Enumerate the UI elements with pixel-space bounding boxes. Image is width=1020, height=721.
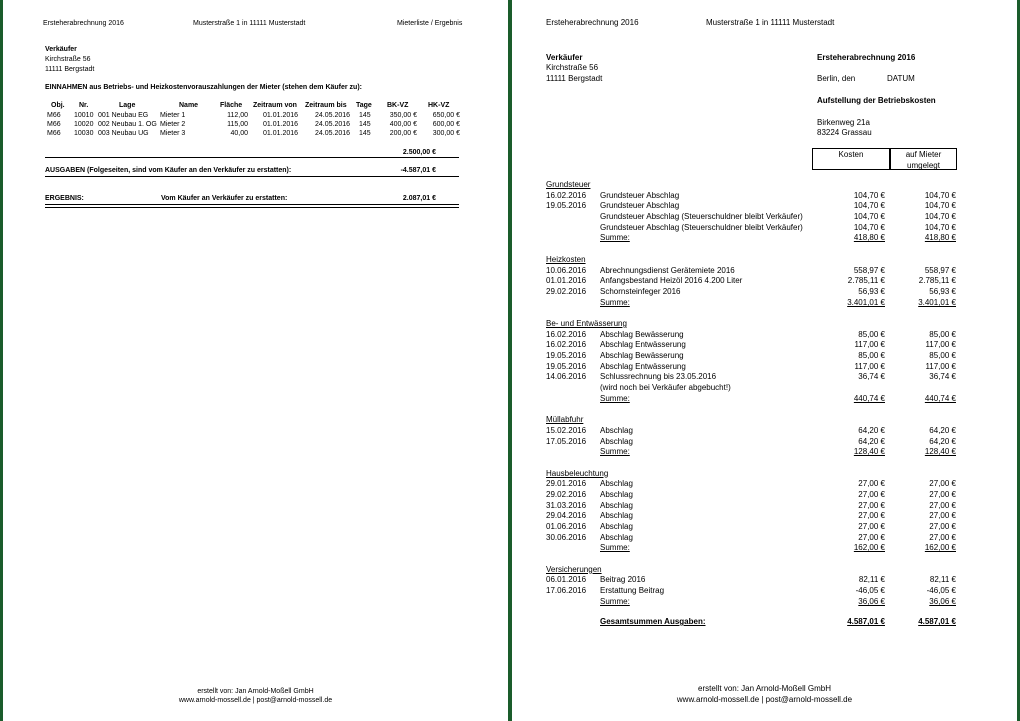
sum-label: Summe: xyxy=(600,596,630,606)
cell-name: Mieter 1 xyxy=(160,112,186,119)
row-cost: 27,00 € xyxy=(858,479,885,489)
cost-sections xyxy=(546,180,958,618)
row-description: Schornsteinfeger 2016 xyxy=(600,286,681,296)
col-von: Zeitraum von xyxy=(253,102,297,109)
row-cost: 104,70 € xyxy=(853,190,885,200)
sum-label: Summe: xyxy=(600,543,630,553)
section-sum-row xyxy=(546,394,958,405)
cell-nr: 10020 xyxy=(74,121,94,128)
row-cost: 104,70 € xyxy=(853,222,885,232)
footer-line2: www.arnold-mossell.de | post@arnold-mossell.de xyxy=(178,697,333,704)
sum-tenant-cost: 3.401,01 € xyxy=(918,297,956,307)
cell-bk: 200,00 € xyxy=(389,130,417,137)
row-description: Abschlag Entwässerung xyxy=(600,361,686,371)
sum-cost: 418,80 € xyxy=(853,233,885,243)
cell-name: Mieter 3 xyxy=(160,130,186,137)
header-title: Ersteherabrechnung 2016 xyxy=(43,20,124,27)
double-divider xyxy=(45,204,459,208)
result-text: Vom Käufer an Verkäufer zu erstatten: xyxy=(161,195,288,202)
table-row xyxy=(546,212,958,223)
seller-label: Verkäufer xyxy=(546,53,583,62)
table-row xyxy=(546,201,958,212)
expenses-value: -4.587,01 € xyxy=(400,167,436,174)
divider xyxy=(45,157,459,158)
row-tenant-cost: 56,93 € xyxy=(929,286,956,296)
recipient-street: Birkenweg 21a xyxy=(817,118,870,127)
row-tenant-cost: 104,70 € xyxy=(924,201,956,211)
cell-obj: M66 xyxy=(47,112,61,119)
footer-line1: erstellt von: Jan Arnold-Moßell GmbH xyxy=(698,684,831,693)
row-cost: -46,05 € xyxy=(855,586,885,596)
left-page xyxy=(0,0,508,721)
seller-street: Kirchstraße 56 xyxy=(546,63,599,72)
row-cost: 85,00 € xyxy=(858,329,885,339)
col-name: Name xyxy=(179,102,199,109)
cost-section xyxy=(546,319,958,405)
section-sum-row xyxy=(546,447,958,458)
row-description: Erstattung Beitrag xyxy=(600,586,665,596)
row-date: 31.03.2016 xyxy=(546,500,587,510)
row-description: Schlussrechnung bis 23.05.2016 xyxy=(600,372,717,382)
seller-street: Kirchstraße 56 xyxy=(45,56,91,63)
row-description: Abschlag Entwässerung xyxy=(600,340,686,350)
sum-cost: 3.401,01 € xyxy=(847,297,885,307)
sum-tenant-cost: 440,74 € xyxy=(924,393,956,403)
row-cost: 64,20 € xyxy=(858,436,885,446)
col-tage: Tage xyxy=(356,102,372,109)
grand-total-tenant: 4.587,01 € xyxy=(918,617,956,626)
row-date: 29.02.2016 xyxy=(546,286,587,296)
row-cost: 117,00 € xyxy=(854,340,885,350)
row-cost: 27,00 € xyxy=(858,489,885,499)
row-cost: 27,00 € xyxy=(858,500,885,510)
sum-tenant-cost: 36,06 € xyxy=(929,596,956,606)
table-row xyxy=(546,362,958,373)
table-row xyxy=(546,586,958,597)
row-cost: 27,00 € xyxy=(858,522,885,531)
row-description: Abschlag xyxy=(600,425,633,435)
table-row xyxy=(546,330,958,341)
sum-label: Summe: xyxy=(600,233,630,243)
row-tenant-cost: 27,00 € xyxy=(929,511,956,521)
table-row xyxy=(546,276,958,287)
row-cost: 558,97 € xyxy=(853,265,885,275)
cell-flaeche: 40,00 xyxy=(230,130,248,137)
row-description: Abschlag xyxy=(600,532,633,542)
row-cost: 104,70 € xyxy=(853,201,885,211)
row-cost: 64,20 € xyxy=(858,425,885,435)
table-row xyxy=(546,533,958,544)
section-title: Be- und Entwässerung xyxy=(546,318,627,328)
row-tenant-cost: 36,74 € xyxy=(929,372,956,382)
row-tenant-cost: 64,20 € xyxy=(929,436,956,446)
row-date: 10.06.2016 xyxy=(546,265,587,275)
section-title: Grundsteuer xyxy=(546,180,591,189)
row-tenant-cost: 27,00 € xyxy=(929,489,956,499)
row-cost: 56,93 € xyxy=(858,286,885,296)
row-description: Abschlag xyxy=(600,479,633,489)
cell-von: 01.01.2016 xyxy=(263,121,299,128)
row-date: 17.05.2016 xyxy=(546,436,587,446)
row-description: Grundsteuer Abschlag xyxy=(600,190,680,200)
result-value: 2.087,01 € xyxy=(402,195,436,202)
row-tenant-cost: 558,97 € xyxy=(924,265,956,275)
grand-total-label: Gesamtsummen Ausgaben: xyxy=(600,617,706,626)
row-cost: 85,00 € xyxy=(858,351,885,360)
expenses-label: AUSGABEN (Folgeseiten, sind vom Käufer an den Verkäufer zu erstatten): xyxy=(45,167,292,174)
header-address: Musterstraße 1 in 11111 Musterstadt xyxy=(193,20,306,27)
section-sum-row xyxy=(546,298,958,309)
section-sum-row xyxy=(546,597,958,608)
cell-von: 01.01.2016 xyxy=(263,130,299,137)
cell-hk: 600,00 € xyxy=(432,121,460,128)
section-sum-row xyxy=(546,233,958,244)
row-date: 19.05.2016 xyxy=(546,351,587,360)
row-date: 01.06.2016 xyxy=(546,522,587,531)
header-section: Mieterliste / Ergebnis xyxy=(397,20,463,27)
col-hk: HK-VZ xyxy=(428,102,450,109)
row-cost: 27,00 € xyxy=(858,532,885,542)
row-date: 29.04.2016 xyxy=(546,511,587,521)
right-page xyxy=(512,0,1020,721)
table-row xyxy=(546,575,958,586)
income-heading: EINNAHMEN aus Betriebs- und Heizkostenvorauszahlungen der Mieter (stehen dem Käufer zu): xyxy=(45,84,362,91)
row-tenant-cost: 117,00 € xyxy=(925,361,956,371)
table-row xyxy=(546,266,958,277)
statement-title: Aufstellung der Betriebskosten xyxy=(817,96,936,105)
col-bis: Zeitraum bis xyxy=(305,102,347,109)
row-date: 16.02.2016 xyxy=(546,190,587,200)
section-title: Müllabfuhr xyxy=(546,415,584,425)
sum-tenant-cost: 162,00 € xyxy=(924,543,956,553)
row-description: Abschlag xyxy=(600,436,633,446)
recipient-city: 83224 Grassau xyxy=(817,128,872,137)
cost-section xyxy=(546,565,958,608)
table-row xyxy=(546,340,958,351)
cost-section xyxy=(546,415,958,458)
cost-section xyxy=(546,255,958,308)
cell-nr: 10010 xyxy=(74,112,94,119)
grand-total-cost: 4.587,01 € xyxy=(847,617,885,626)
row-cost: 104,70 € xyxy=(853,212,885,222)
cell-lage: 002 Neubau 1. OG xyxy=(98,121,157,128)
row-cost: 27,00 € xyxy=(858,511,885,521)
row-date: 16.02.2016 xyxy=(546,340,587,350)
table-row xyxy=(546,501,958,512)
row-tenant-cost: 85,00 € xyxy=(929,351,956,360)
header-title: Ersteherabrechnung 2016 xyxy=(546,18,639,27)
cell-bk: 350,00 € xyxy=(389,112,417,119)
col-obj: Obj. xyxy=(51,102,65,109)
sum-tenant-cost: 128,40 € xyxy=(924,447,956,457)
table-row xyxy=(546,372,958,383)
cost-section xyxy=(546,180,958,244)
row-tenant-cost: 85,00 € xyxy=(929,329,956,339)
sum-label: Summe: xyxy=(600,393,630,403)
row-tenant-cost: 27,00 € xyxy=(929,479,956,489)
row-tenant-cost: 27,00 € xyxy=(929,522,956,531)
cell-tage: 145 xyxy=(359,112,371,119)
cell-lage: 003 Neubau UG xyxy=(98,130,149,137)
cell-lage: 001 Neubau EG xyxy=(98,112,149,119)
row-date: 14.06.2016 xyxy=(546,372,587,382)
row-cost: 2.785,11 € xyxy=(847,276,885,286)
row-description: Abschlag xyxy=(600,511,633,521)
row-description: Beitrag 2016 xyxy=(600,575,646,585)
row-cost: 36,74 € xyxy=(858,372,885,382)
cell-bk: 400,00 € xyxy=(389,121,417,128)
seller-city: 11111 Bergstadt xyxy=(546,74,603,83)
cell-tage: 145 xyxy=(359,130,371,137)
cell-nr: 10030 xyxy=(74,130,94,137)
sum-tenant-cost: 418,80 € xyxy=(924,233,956,243)
table-row xyxy=(546,223,958,234)
row-description: (wird noch bei Verkäufer abgebucht!) xyxy=(600,383,731,393)
row-tenant-cost: 104,70 € xyxy=(924,222,956,232)
row-date: 06.01.2016 xyxy=(546,575,587,585)
sum-label: Summe: xyxy=(600,297,630,307)
table-row xyxy=(546,191,958,202)
row-tenant-cost: 27,00 € xyxy=(929,532,956,542)
sum-cost: 162,00 € xyxy=(853,543,885,553)
row-tenant-cost: 117,00 € xyxy=(925,340,956,350)
row-tenant-cost: 2.785,11 € xyxy=(918,276,956,286)
cell-obj: M66 xyxy=(47,130,61,137)
cell-tage: 145 xyxy=(359,121,371,128)
row-date: 17.06.2016 xyxy=(546,586,587,596)
seller-city: 11111 Bergstadt xyxy=(45,66,95,73)
row-description: Grundsteuer Abschlag (Steuerschuldner bleibt Verkäufer) xyxy=(600,222,803,232)
row-cost: 117,00 € xyxy=(854,361,885,371)
sum-cost: 128,40 € xyxy=(853,447,885,457)
seller-label: Verkäufer xyxy=(45,46,77,53)
row-date: 19.05.2016 xyxy=(546,201,587,211)
cell-name: Mieter 2 xyxy=(160,121,186,128)
section-title: Versicherungen xyxy=(546,564,602,574)
col-tenant-label: auf Mieter umgelegt xyxy=(905,150,942,170)
section-title: Hausbeleuchtung xyxy=(546,468,609,478)
row-tenant-cost: -46,05 € xyxy=(926,586,956,596)
cost-section xyxy=(546,469,958,555)
col-lage: Lage xyxy=(119,102,136,109)
place-label: Berlin, den xyxy=(817,74,856,83)
footer-line2: www.arnold-mossell.de | post@arnold-mossell.de xyxy=(676,695,853,704)
row-tenant-cost: 27,00 € xyxy=(929,500,956,510)
row-tenant-cost: 64,20 € xyxy=(929,425,956,435)
row-description: Anfangsbestand Heizöl 2016 4.200 Liter xyxy=(600,276,743,286)
row-description: Abschlag xyxy=(600,522,633,531)
row-tenant-cost: 104,70 € xyxy=(924,212,956,222)
doc-title: Ersteherabrechnung 2016 xyxy=(817,53,916,62)
row-cost: 82,11 € xyxy=(858,575,885,585)
table-row xyxy=(546,437,958,448)
date-field: DATUM xyxy=(887,74,915,83)
row-date: 01.01.2016 xyxy=(546,276,587,286)
row-tenant-cost: 104,70 € xyxy=(924,190,956,200)
cell-bis: 24.05.2016 xyxy=(315,121,351,128)
row-date: 29.02.2016 xyxy=(546,489,587,499)
row-description: Abschlag Bewässerung xyxy=(600,351,684,360)
row-description: Abrechnungsdienst Gerätemiete 2016 xyxy=(600,265,735,275)
row-date: 19.05.2016 xyxy=(546,361,587,371)
sum-cost: 440,74 € xyxy=(853,393,885,403)
cell-flaeche: 112,00 xyxy=(227,112,248,119)
footer-line1: erstellt von: Jan Arnold-Moßell GmbH xyxy=(197,688,314,695)
cell-flaeche: 115,00 xyxy=(227,121,248,128)
sum-cost: 36,06 € xyxy=(858,596,885,606)
col-costs-label: Kosten xyxy=(838,150,864,159)
row-date: 30.06.2016 xyxy=(546,532,587,542)
cell-von: 01.01.2016 xyxy=(263,112,299,119)
row-description: Grundsteuer Abschlag xyxy=(600,201,680,211)
row-description: Abschlag xyxy=(600,500,633,510)
row-description: Abschlag xyxy=(600,489,633,499)
table-row xyxy=(546,426,958,437)
cell-bis: 24.05.2016 xyxy=(315,130,351,137)
table-row xyxy=(546,383,958,394)
col-flaeche: Fläche xyxy=(220,102,243,109)
table-row xyxy=(546,522,958,533)
row-description: Abschlag Bewässerung xyxy=(600,329,684,339)
col-bk: BK-VZ xyxy=(387,102,409,109)
row-date: 29.01.2016 xyxy=(546,479,587,489)
cell-bis: 24.05.2016 xyxy=(315,112,351,119)
divider xyxy=(45,176,459,177)
cell-hk: 650,00 € xyxy=(432,112,460,119)
sum-label: Summe: xyxy=(600,447,630,457)
table-row xyxy=(546,511,958,522)
table-row xyxy=(546,490,958,501)
income-total: 2.500,00 € xyxy=(402,149,436,156)
cell-hk: 300,00 € xyxy=(432,130,460,137)
table-row xyxy=(546,479,958,490)
table-row xyxy=(546,287,958,298)
row-date: 15.02.2016 xyxy=(546,425,587,435)
col-nr: Nr. xyxy=(79,102,89,109)
row-date: 16.02.2016 xyxy=(546,329,587,339)
row-description: Grundsteuer Abschlag (Steuerschuldner bleibt Verkäufer) xyxy=(600,212,803,222)
col-tenant-header xyxy=(890,148,957,170)
section-title: Heizkosten xyxy=(546,254,586,264)
section-sum-row xyxy=(546,543,958,554)
header-address: Musterstraße 1 in 11111 Musterstadt xyxy=(706,18,835,27)
table-row xyxy=(546,351,958,362)
result-label: ERGEBNIS: xyxy=(45,195,84,202)
cell-obj: M66 xyxy=(47,121,61,128)
row-tenant-cost: 82,11 € xyxy=(929,575,956,585)
col-costs-header xyxy=(812,148,890,170)
